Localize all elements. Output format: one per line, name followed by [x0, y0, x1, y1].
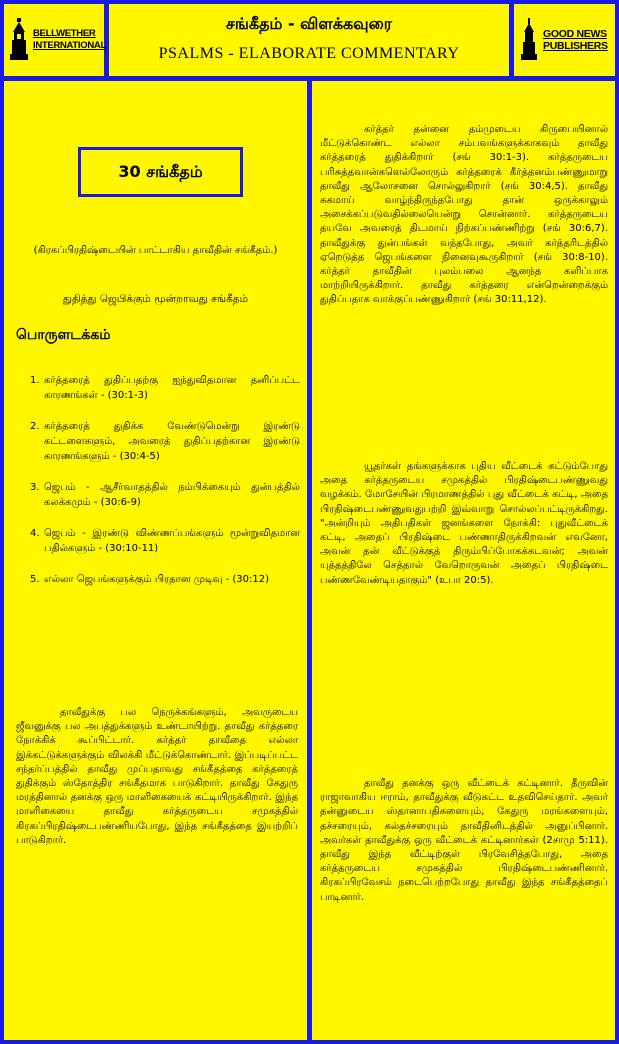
commentary-paragraph-3: தாவீது தனக்கு ஒரு வீட்டைக் கட்டினார். தீருவின் ராஜாவாகிய ஈராம், தாவீதுக்கு வீடுகட்ட உதவிசெய்தார். அவர் தன்னுடைய ஸ்தானாபதிகளையும், கேதுரு மரங்களையும், தச்சரையும், கல்தச்சரையும் தாவீதினிடத்தில் அனுப்பினார். அவர்கள் தாவீதுக்கு ஒரு வீட்டைக் கட்டினார்கள் (2சாமு 5:11). தாவீது இந்த வீட்டிற்குள் பிரவேசித்தபோது, அதை கர்த்தருடைய சமுகத்தில் பிரதிஷ்டைபண்ணினார். கிரகப்பிரவேசம் நடைபெற்றபோது தாவீது இந்த சங்கீதத்தைப் பாடினார்.: [320, 778, 608, 903]
right-column: [312, 81, 615, 1040]
toc-number: 4.: [30, 528, 40, 539]
left-column: [4, 81, 307, 1040]
tower-icon: [518, 18, 540, 62]
toc-number: 3.: [30, 482, 40, 493]
commentary-paragraph-1: கர்த்தர் தன்னை தம்முடைய கிருபையினால் மீட்டுக்கொண்ட எல்லா சம்பவங்களுக்காகவும் தாவீது கர்த்தரைத் துதிக்கிறார் (சங் 30:1-3). கர்த்தருடைய பரிசுத்தவான்களெல்லோரும் கர்த்தரைக் கீர்த்தனம்பண்ணுமாறு தாவீது ஆலோசனை சொல்லுகிறார் (சங் 30:4,5). தாவீது சுகமாய் வாழ்ந்திருந்தபோது தான் ஒருக்காலும் அசைக்கப்படுவதில்லையென்று சொன்னார். கர்த்தருடைய தயவே அவரைத் திடமாய் நிற்கப்பண்ணிற்று (சங் 30:6,7). தாவீதுக்கு துன்பங்கள் வந்தபோது, அவர் கர்த்தரிடத்தில் ஏறெடுத்த ஜெபங்களை நினைவுகூருகிறார் (சங் 30:8-10). கர்த்தர் தாவீதின் புலம்பலை ஆனந்த களிப்பாக மாற்றியிருக்கிறார். தாவீது கர்த்தரை என்றென்றைக்கும் துதிப்பதாக வாக்குப்பண்ணுகிறார் (சங் 30:11,12).: [320, 124, 608, 306]
logo-line-1: BELLWETHER: [33, 28, 96, 39]
logo-line-2: PUBLISHERS: [543, 40, 608, 52]
bell-tower-icon: [8, 18, 30, 62]
toc-text: ஜெபம் - ஆசீர்வாதத்தில் நம்பிக்கையும் துன்பத்தில் கலக்கமும் - (30:6-9): [44, 482, 300, 508]
commentary-paragraph-2: யூதர்கள் தங்களுக்காக புதிய வீட்டைக் கட்டும்போது அதை கர்த்தருடைய சமுகத்தில் பிரதிஷ்டைபண்ணுவது வழக்கம். மோசேயின் பிரமாணத்தில் புது வீட்டைக் கட்டி, அதை பிரதிஷ்டைபண்ணுவதுபற்றி இவ்வாறு சொல்லப்பட்டிருக்கிறது. "அன்றியும் அதிபதிகள் ஜனங்களை நோக்கி: புதுவீட்டைக் கட்டி, அதைப் பிரதிஷ்டை பண்ணாதிருக்கிறவன் எவனோ, அவன் தன் வீட்டுக்குத் திரும்பிப்போகக்கடவன்; அவன் யுத்தத்திலே செத்தால் வேறொருவன் அதைப் பிரதிஷ்டை பண்ணவேண்டியதாகும்" (உபா 20:5).: [320, 461, 608, 586]
toc-item: [30, 480, 300, 510]
logo-line-1: GOOD NEWS: [543, 28, 607, 40]
toc-number: 1.: [30, 375, 40, 386]
psalm-description: துதித்து ஜெபிக்கும் மூன்றாவது சங்கீதம்: [62, 293, 249, 305]
toc-item: [30, 572, 300, 587]
toc-text: எல்லா ஜெபங்களுக்கும் பிரதான முடிவு - (30:12): [44, 574, 269, 585]
logo-line-2: INTERNATIONAL: [33, 40, 106, 51]
psalm-subtitle: (கிரகப்பிரதிஷ்டையின் பாட்டாகிய தாவீதின் சங்கீதம்.): [33, 245, 278, 256]
toc-text: கர்த்தரைத் துதிப்பதற்கு ஐந்துவிதமான தனிப்பட்ட காரணங்கள் - (30:1-3): [44, 375, 300, 401]
toc-text: கர்த்தரைத் துதிக்க வேண்டுமென்று இரண்டு கட்டளைகளும், அவரைத் துதிப்பதற்கான இரண்டு காரணங்களும் - (30:4-5): [44, 421, 300, 462]
header-title: [109, 4, 509, 76]
bellwether-logo: [4, 4, 104, 76]
toc-number: 5.: [30, 574, 40, 585]
psalm-number-box: 30 சங்கீதம்: [78, 147, 243, 197]
toc-heading: பொருளடக்கம்: [16, 327, 111, 343]
title-tamil: சங்கீதம் - விளக்கவுரை: [225, 14, 392, 33]
title-english: PSALMS - ELABORATE COMMENTARY: [158, 45, 460, 62]
toc-text: ஜெபம் - இரண்டு விண்ணப்பங்களும் மூன்றுவிதமான பதில்களும் - (30:10-11): [44, 528, 300, 554]
toc-item: [30, 373, 300, 403]
toc-number: 2.: [30, 421, 40, 432]
good-news-logo: [514, 4, 615, 76]
toc-item: [30, 419, 300, 464]
table-of-contents: [30, 373, 300, 603]
toc-item: [30, 526, 300, 556]
intro-paragraph: தாவீதுக்கு பல நெருக்கங்களும், அவருடைய ஜீவனுக்கு பல அபத்துக்களும் உண்டாயிற்று. தாவீது கர்த்தரை நோக்கிக் கூப்பிட்டார். கர்த்தர் தாவீதை எல்லா இக்கட்டுக்களுக்கும் விலக்கி மீட்டுக்கொண்டார். இப்படிப்பட்ட சந்தர்ப்பத்தில் தாவீது முப்பதாவது சங்கீதத்தை கர்த்தரைத் துதிக்கும் ஸ்தோத்திர சங்கீதமாக பாடுகிறார். தாவீது கேதுரு மரத்தினால் தனக்கு ஒரு மாளிகையைக் கட்டியிருக்கிறார். இந்த மாளிகையை தாவீது கர்த்தருடைய சமுகத்தில் கிரகப்பிரதிஷ்டைபண்ணியபோது, இந்த சங்கீதத்தை இயற்றிப் பாடுகிறார்.: [16, 707, 298, 846]
